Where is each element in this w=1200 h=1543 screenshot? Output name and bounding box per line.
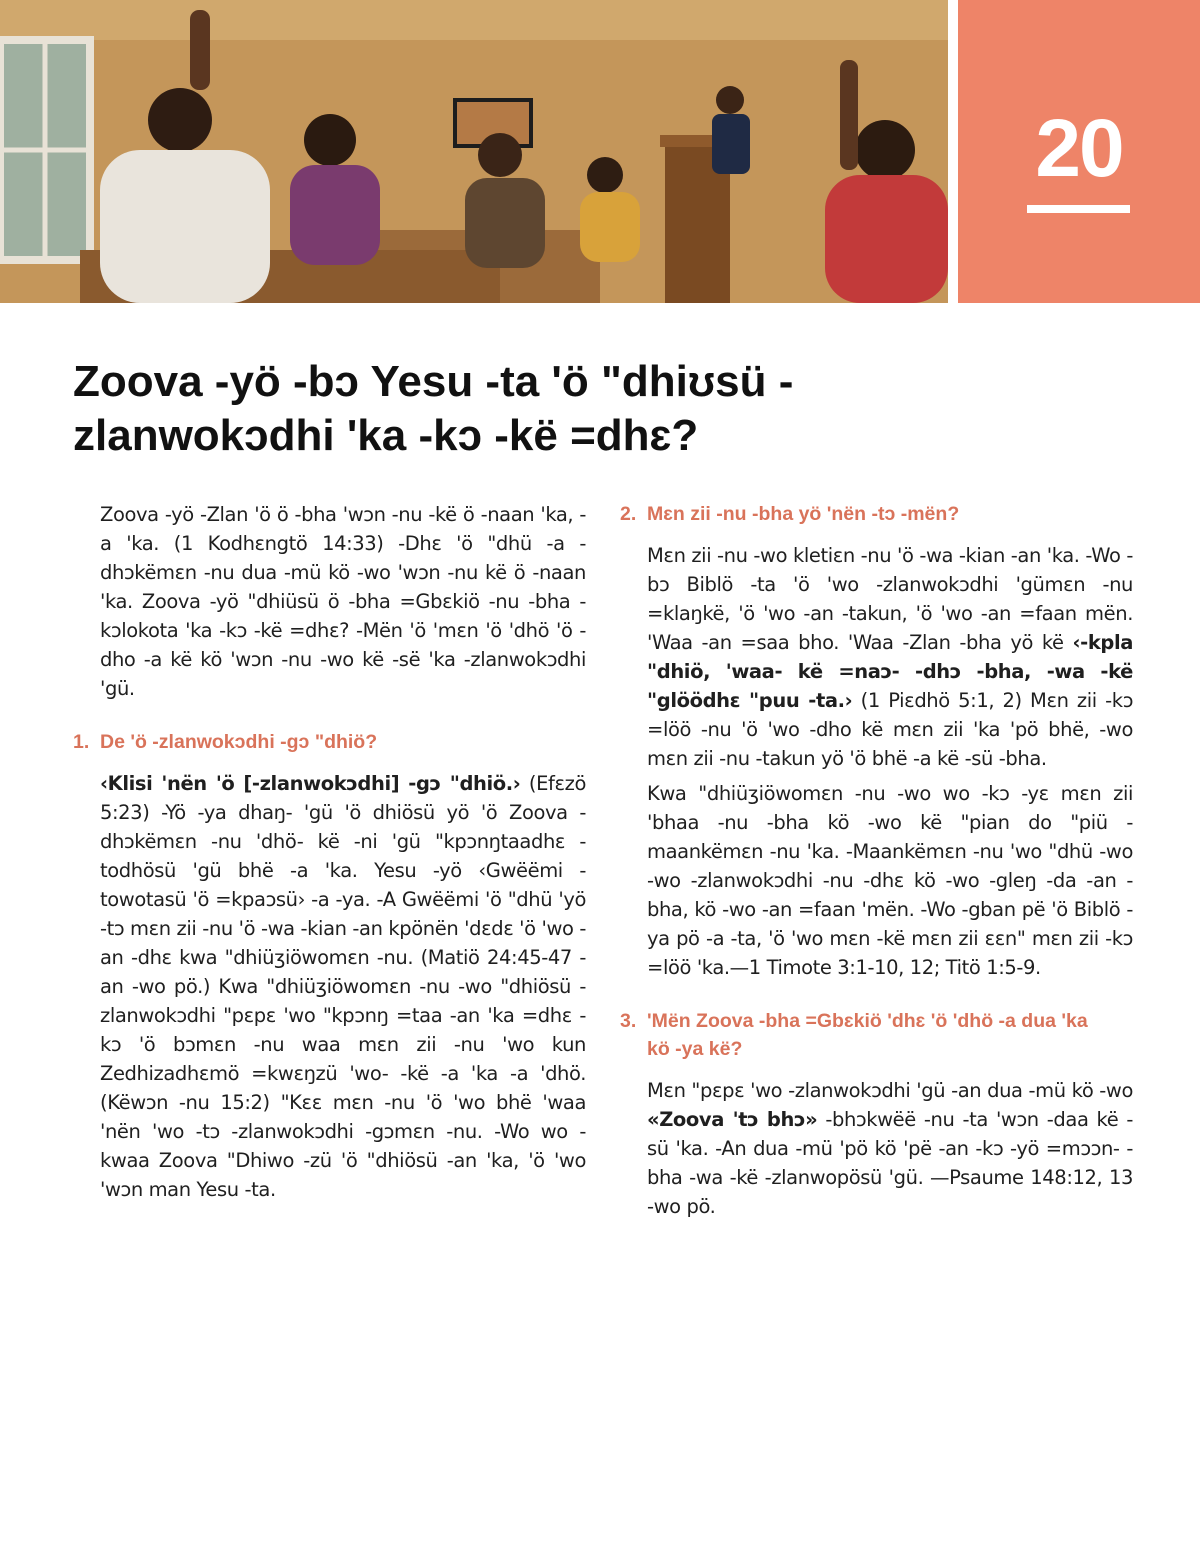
question-text: De 'ö -zlanwokɔdhi -gɔ "dhiö? bbox=[100, 731, 378, 753]
paragraph-text: (1 Piɛdhö 5:1, 2) Mɛn zii -kɔ =löö -nu 'ö 'wo -dho kë mɛn zii 'ka 'pö bhë, -wo mɛn zii -nu -takun yö 'ö bhë -a kë -sü -bha. bbox=[647, 689, 1134, 770]
question-text: Mɛn zii -nu -bha yö 'nën -tɔ -mën? bbox=[647, 503, 960, 525]
answer-paragraph bbox=[100, 769, 586, 1204]
question-heading-3 bbox=[620, 1007, 1133, 1063]
lesson-number: 20 bbox=[1035, 103, 1123, 194]
question-heading-1 bbox=[73, 728, 586, 756]
paragraph-text: -bhɔkwëë -nu -ta 'wɔn -daa kë -sü 'ka. -An dua -mü 'pö kö 'pë -an -kɔ -yö =mɔɔn- -bha -wa -kë -zlanwopösü 'gü. —Psaume 148:12, 13 -wo pö. bbox=[647, 1108, 1133, 1218]
question-text: 'Mën Zoova -bha =Gbɛkiö 'dhɛ 'ö 'dhö -a dua 'ka kö -ya kë? bbox=[647, 1010, 1088, 1060]
page-title: Zoova -yö -bɔ Yesu -ta 'ö "dhiʊsü -zlanwokɔdhi 'ka -kɔ -kë =dhɛ? bbox=[73, 357, 794, 460]
scripture-quote: ‹Klisi 'nën 'ö [-zlanwokɔdhi] -gɔ "dhiö.› bbox=[100, 772, 521, 795]
intro-paragraph: Zoova -yö -Zlan 'ö ö -bha 'wɔn -nu -kë ö -naan 'ka, -a 'ka. (1 Kodhɛngtö 14:33) -Dhɛ 'ö "dhü -a -dhɔkëmɛn -nu dua -mü kö -wo 'wɔn -nu kë ö -naan 'ka. Zoova -yö "dhiüsü ö -bha =Gbɛkiö -nu -bha -kɔlokota 'ka -kɔ -kë =dhɛ? -Mën 'ö 'mɛn 'ö 'dhö 'ö -dho -a kë kö 'wɔn -nu -wo kë -së 'ka -zlanwokɔdhi 'gü. bbox=[100, 503, 586, 700]
scripture-quote: ‹-kpla "dhiö, 'waa- kë =naɔ- -dhɔ -bha, -wa -kë "glöödhɛ "puu -ta.› bbox=[647, 631, 1133, 712]
question-number: 1. bbox=[73, 731, 90, 753]
answer-paragraph bbox=[647, 541, 1133, 773]
question-number: 3. bbox=[620, 1010, 637, 1032]
paragraph-text: Mɛn "pɛpɛ 'wo -zlanwokɔdhi 'gü -an dua -mü kö -wo bbox=[647, 1079, 1133, 1102]
badge-underline bbox=[1027, 205, 1130, 213]
question-heading-2 bbox=[620, 500, 1133, 528]
lesson-number-badge bbox=[958, 0, 1200, 303]
answer-paragraph: Kwa "dhiüʒiöwomɛn -nu -wo wo -kɔ -yɛ mɛn zii 'bhaa -nu -bha kö -wo kë "pian do "piü -maankëmɛn -nu 'ka. -Maankëmɛn -nu 'wo "dhü -wo -wo -zlanwokɔdhi -nu -dhɛ kö -wo -gleŋ -da -an -bha, kö -wo -an =faan 'mën. -Wo -gban pë 'ö Biblö -ya pö -a -ta, 'ö 'wo mɛn -kë mɛn zii ɛɛn" mɛn zii -kɔ =löö 'ka.—1 Timote 3:1-10, 12; Titö 1:5-9. bbox=[647, 782, 1133, 979]
scripture-quote: «Zoova 'tɔ bhɔ» bbox=[647, 1108, 818, 1131]
answer-paragraph bbox=[647, 1076, 1133, 1221]
left-column bbox=[73, 500, 586, 1204]
right-column bbox=[620, 500, 1134, 1221]
hero-illustration bbox=[0, 0, 948, 303]
paragraph-text: (Efɛzö 5:23) -Yö -ya dhaŋ- 'gü 'ö dhiösü yö 'ö Zoova -dhɔkëmɛn -nu 'dhö- kë -ni 'gü "kpɔnŋtaadhɛ -todhösü 'gü bhë -a 'ka. Yesu -yö ‹Gwëëmi -towotasü 'ö =kpaɔsü› -a -ya. -A Gwëëmi 'ö "dhü 'yö -tɔ mɛn zii -nu 'ö -wa -kian -an kpönën 'dɛdɛ 'ö 'wo -an -dhɛ kwa "dhiüʒiöwomɛn -nu. (Matiö 24:45-47 -an -wo pö.) Kwa "dhiüʒiöwomɛn -nu -wo "dhiösü -zlanwokɔdhi "pɛpɛ 'wo "kpɔnŋ =taa -an 'ka =dhɛ -kɔ 'ö bɔmɛn -nu waa mɛn zii -nu 'wo kun Zedhizadhɛmö =kwɛŋzü 'wo- -kë -a 'ka -a 'dhö. (Këwɔn -nu 15:2) "Kɛɛ mɛn -nu 'ö 'wo bhë 'waa 'nën 'wo -tɔ -zlanwokɔdhi -gɔmɛn -nu. -Wo wo -kwaa Zoova "Dhiwo -zü 'ö "dhiösü -an 'ka, 'ö 'wo 'wɔn man Yesu -ta. bbox=[100, 772, 586, 1201]
hero-photo-congregation-meeting bbox=[0, 0, 948, 303]
question-number: 2. bbox=[620, 503, 637, 525]
paragraph-text: Mɛn zii -nu -wo kletiɛn -nu 'ö -wa -kian -an 'ka. -Wo -bɔ Biblö -ta 'ö 'wo -zlanwokɔdhi 'gümɛn -nu =klaŋkë, 'ö 'wo -an -takun, 'ö 'wo -an =faan mën. 'Waa -an =saa bho. 'Waa -Zlan -bha yö kë bbox=[647, 544, 1133, 654]
